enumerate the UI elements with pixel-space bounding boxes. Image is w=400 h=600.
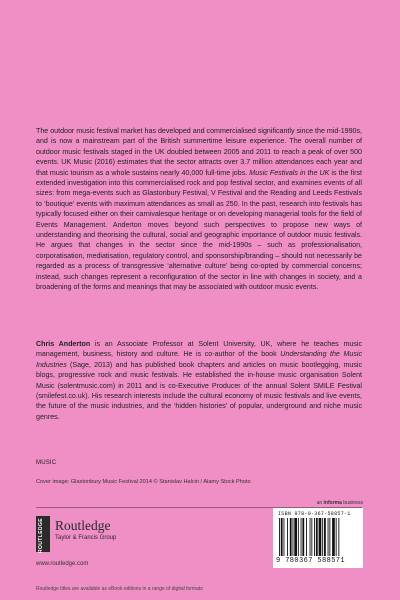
barcode-bar [306, 518, 307, 556]
barcode-bar [290, 518, 292, 556]
bio-part-2: (Sage, 2013) and has published book chapters and articles on music bootlegging, music blogs, progressive rock and music festivals. He established the in-house music organisation Solent Music (solentmusic.com) in 2011 and is co-Executive Producer of the annual Solent SMILE Festival (smilefest.co.uk). His research interests include the cultural economy of music festivals and live events, the future of the music industries, and the ‘hidden histories’ of popular, underground and niche music genres. [36, 360, 362, 421]
blurb-part-1: The outdoor music festival market has developed and commercialised significantly since the mid-1990s, and is now a mainstream part of the British summertime leisure experience. The overall number of outdoor music festivals staged in the UK doubled between 2005 and 2011 to reach a peak of over 500 events. UK Music (2016) estimates that the sector attracts over 3.7 million attendances each year and that music tourism as a whole sustains nearly 40,000 full-time jobs. [36, 127, 362, 177]
informa-note [317, 500, 363, 506]
bio-book-title: Understanding the Music Industries [36, 350, 362, 369]
barcode-bar [332, 518, 335, 556]
publisher-name: Routledge [55, 518, 111, 533]
barcode-bar [329, 518, 330, 556]
informa-suffix: business [341, 500, 363, 506]
barcode-bar [322, 518, 323, 556]
barcode-bar [281, 518, 283, 556]
barcode-bar [316, 518, 318, 556]
informa-brand: informa [323, 500, 342, 506]
publisher-group: Taylor & Francis Group [55, 535, 117, 541]
barcode-bar [319, 518, 322, 556]
barcode-bar [324, 518, 326, 556]
barcode-bar [328, 518, 329, 556]
barcode-bar [302, 518, 304, 556]
barcode-bar [284, 518, 285, 556]
barcode-bar [293, 518, 294, 556]
author-bio [36, 339, 362, 422]
barcode-bar [338, 518, 339, 556]
publisher-logo [36, 516, 186, 566]
subject-category: MUSIC [36, 460, 57, 466]
barcode-bar [311, 518, 312, 556]
barcode-bar [301, 518, 302, 556]
barcode-bar [336, 518, 337, 556]
blurb-text [36, 126, 362, 293]
barcode-bar [294, 518, 297, 556]
routledge-mark-icon [36, 516, 50, 552]
bio-part-1: is an Associate Professor at Solent University, UK, where he teaches music management, business, history and culture. He is co-author of the book [36, 340, 362, 359]
barcode-bars-icon [279, 518, 359, 556]
barcode [273, 508, 363, 568]
barcode-bar [279, 518, 280, 556]
isbn-label: ISBN 978-0-367-58857-1 [278, 511, 351, 517]
blurb-part-2: is the first extended investigation into this commercialised rock and pop festival sector, and examines events of all sizes: from mega-events such as Glastonbury Festival, V Festival and the Reading and Leeds Festivals to ‘boutique’ events with maximum attendances as small as 250. In the past, research into festivals has typically focused either on their carnivalesque heritage or on developing managerial tools for the field of Events Management. Anderton moves beyond such perspectives to propose new ways of understanding and theorising the cultural, social and geographic importance of outdoor music festivals. He argues that changes in the sector since the mid-1990s – such as professionalisation, corporatisation, mediatisation, regulatory control, and sponsorship/branding – should not necessarily be regarded as a process of transgressive ‘alternative culture’ being co-opted by commercial concerns; instead, such changes represent a reconfiguration of the sector in line with changes in society, and a broadening of the forms and meanings that may be associated with outdoor music events. [36, 168, 363, 292]
informa-prefix: an [316, 500, 324, 506]
barcode-bar [287, 518, 288, 556]
ebook-note: Routledge titles are available as eBook editions in a range of digital formats [36, 586, 203, 592]
routledge-mark-text: ROUTLEDGE [38, 518, 44, 553]
barcode-bar [314, 518, 315, 556]
barcode-bar [310, 518, 311, 556]
publisher-website[interactable]: www.routledge.com [36, 561, 89, 567]
barcode-digits: 9 780367 588571 [276, 557, 346, 565]
book-title: Music Festivals in the UK [249, 168, 330, 177]
barcode-bar [298, 518, 299, 556]
author-name: Chris Anderton [36, 340, 91, 348]
cover-credit: Cover image: Glastonbury Music Festival 2014 © Stanislav Halcin / Alamy Stock Photo [36, 479, 251, 485]
